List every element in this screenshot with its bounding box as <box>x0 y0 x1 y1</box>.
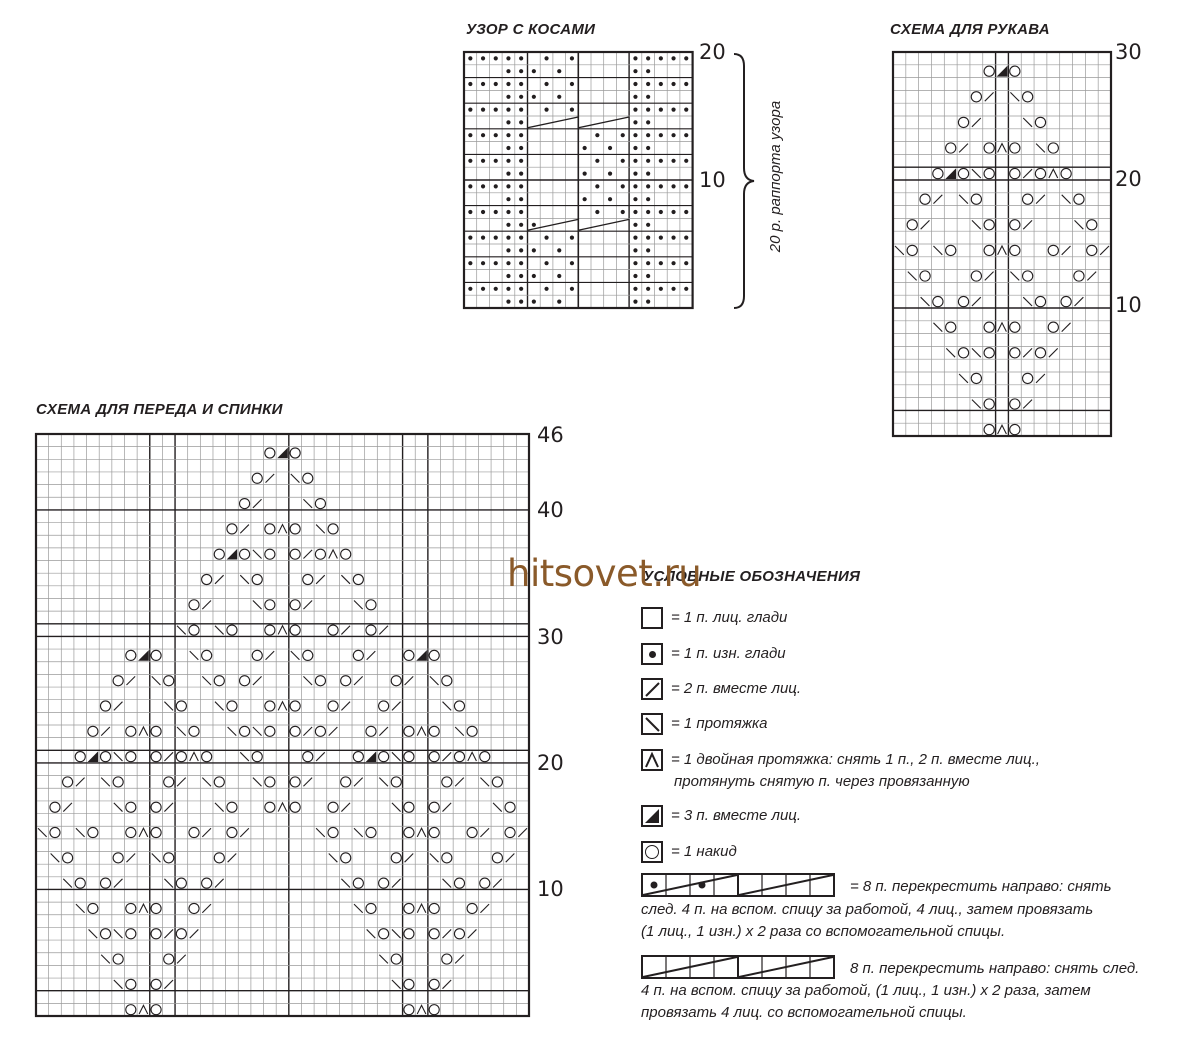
front-row-label-30: 30 <box>537 625 564 649</box>
knit-stitch-icon <box>641 607 663 629</box>
sleeve-chart-title: СХЕМА ДЛЯ РУКАВА <box>890 21 1050 38</box>
caret-up-icon <box>641 749 663 771</box>
legend-item-cable-a: = 8 п. перекрестить направо: снять <box>850 878 1112 895</box>
repeat-label: 20 р. раппорта узора <box>767 100 785 253</box>
legend-title: УСЛОВНЫЕ ОБОЗНАЧЕНИЯ <box>643 568 861 585</box>
cable-chart <box>464 52 694 308</box>
legend-item-ssk: = 1 протяжка <box>641 713 767 735</box>
slash-right-icon <box>641 678 663 700</box>
legend-item-k2tog: = 2 п. вместе лиц. <box>641 678 801 700</box>
legend-item-cable-a-cont2: (1 лиц., 1 изн.) х 2 раза со вспомогательной спицы. <box>641 923 1006 940</box>
legend-item-purl: = 1 п. изн. глади <box>641 643 786 665</box>
front-row-label-10: 10 <box>537 877 564 901</box>
legend-item-yarn-over: = 1 накид <box>641 841 737 863</box>
front-row-label-46: 46 <box>537 423 564 447</box>
legend-item-cable-b: 8 п. перекрестить направо: снять след. <box>850 960 1140 977</box>
cable-chart-title: УЗОР С КОСАМИ <box>466 21 596 38</box>
brace-icon <box>732 52 756 310</box>
legend-item-double-decrease: = 1 двойная протяжка: снять 1 п., 2 п. вместе лиц., <box>641 749 1040 771</box>
legend-item-k3tog: = 3 п. вместе лиц. <box>641 805 801 827</box>
filled-triangle-icon <box>641 805 663 827</box>
slash-left-icon <box>641 713 663 735</box>
sleeve-row-label-20: 20 <box>1115 167 1142 191</box>
legend-item-cable-b-cont2: провязать 4 лиц. со вспомогательной спицы. <box>641 1004 967 1021</box>
circle-icon <box>641 841 663 863</box>
sleeve-chart <box>893 52 1111 436</box>
cable-right-a-icon <box>641 873 835 897</box>
front-row-label-20: 20 <box>537 751 564 775</box>
cable-right-b-icon <box>641 955 835 979</box>
watermark: hitsovet.ru <box>507 552 702 595</box>
legend-item-double-decrease-cont: протянуть снятую п. через провязанную <box>674 773 970 790</box>
front-back-chart <box>36 434 529 1016</box>
legend-item-cable-a-cont1: след. 4 п. на вспом. спицу за работой, 4 лиц., затем провязать <box>641 901 1094 918</box>
legend-item-knit: = 1 п. лиц. глади <box>641 607 787 629</box>
front-chart-title: СХЕМА ДЛЯ ПЕРЕДА И СПИНКИ <box>36 401 283 418</box>
cable-row-label-10: 10 <box>699 168 726 192</box>
sleeve-row-label-10: 10 <box>1115 293 1142 317</box>
sleeve-row-label-30: 30 <box>1115 40 1142 64</box>
front-row-label-40: 40 <box>537 498 564 522</box>
cable-row-label-20: 20 <box>699 40 726 64</box>
purl-dot-icon <box>641 643 663 665</box>
legend-item-cable-b-cont1: 4 п. на вспом. спицу за работой, (1 лиц., 1 изн.) х 2 раза, затем <box>641 982 1091 999</box>
